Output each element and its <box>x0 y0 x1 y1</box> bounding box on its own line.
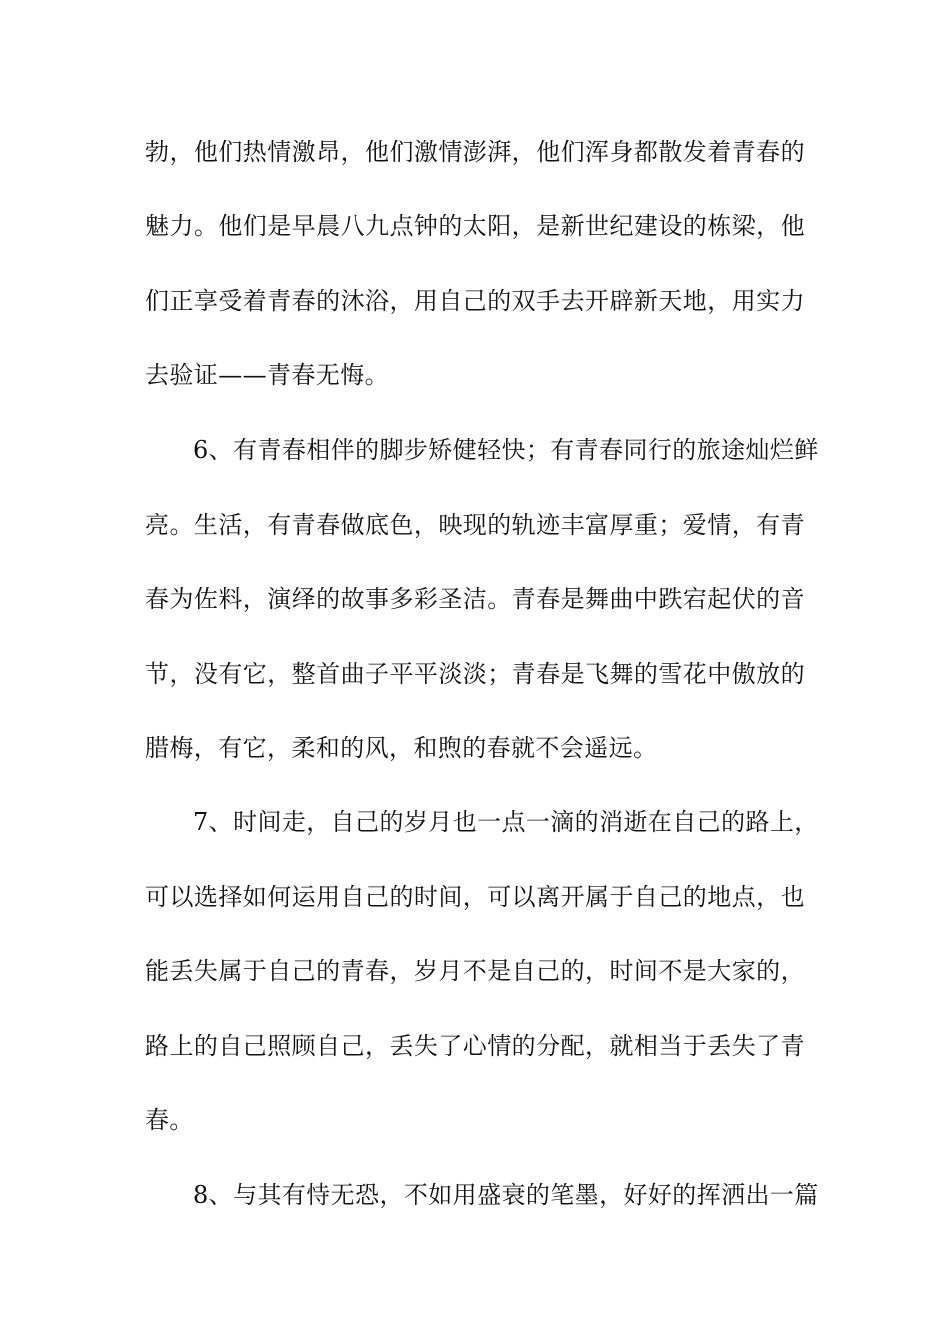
text-line: 亮。生活，有青春做底色，映现的轨迹丰富厚重；爱情，有青 <box>145 511 805 539</box>
text-line: 能丢失属于自己的青春，岁月不是自己的，时间不是大家的， <box>145 957 805 985</box>
text-line: 去验证——青春无悔。 <box>145 361 389 389</box>
text-line: 腊梅，有它，柔和的风，和煦的春就不会遥远。 <box>145 734 658 762</box>
text-line: 春。 <box>145 1106 194 1134</box>
text-line: 可以选择如何运用自己的时间，可以离开属于自己的地点，也 <box>145 883 805 911</box>
text-line: 路上的自己照顾自己，丢失了心情的分配，就相当于丢失了青 <box>145 1032 805 1060</box>
paragraph-start-line: 8、与其有恃无恐，不如用盛衰的笔墨，好好的挥洒出一篇 <box>193 1181 819 1209</box>
text-line: 们正享受着青春的沐浴，用自己的双手去开辟新天地，用实力 <box>145 287 805 315</box>
text-line: 春为佐料，演绎的故事多彩圣洁。青春是舞曲中跌宕起伏的音 <box>145 585 805 613</box>
paragraph-start-line: 6、有青春相伴的脚步矫健轻快；有青春同行的旅途灿烂鲜 <box>193 436 819 464</box>
text-line: 魅力。他们是早晨八九点钟的太阳，是新世纪建设的栋梁，他 <box>145 212 805 240</box>
paragraph-start-line: 7、时间走，自己的岁月也一点一滴的消逝在自己的路上， <box>193 808 819 836</box>
text-line: 节，没有它，整首曲子平平淡淡；青春是飞舞的雪花中傲放的 <box>145 660 805 688</box>
text-line: 勃，他们热情激昂，他们激情澎湃，他们浑身都散发着青春的 <box>145 138 805 166</box>
